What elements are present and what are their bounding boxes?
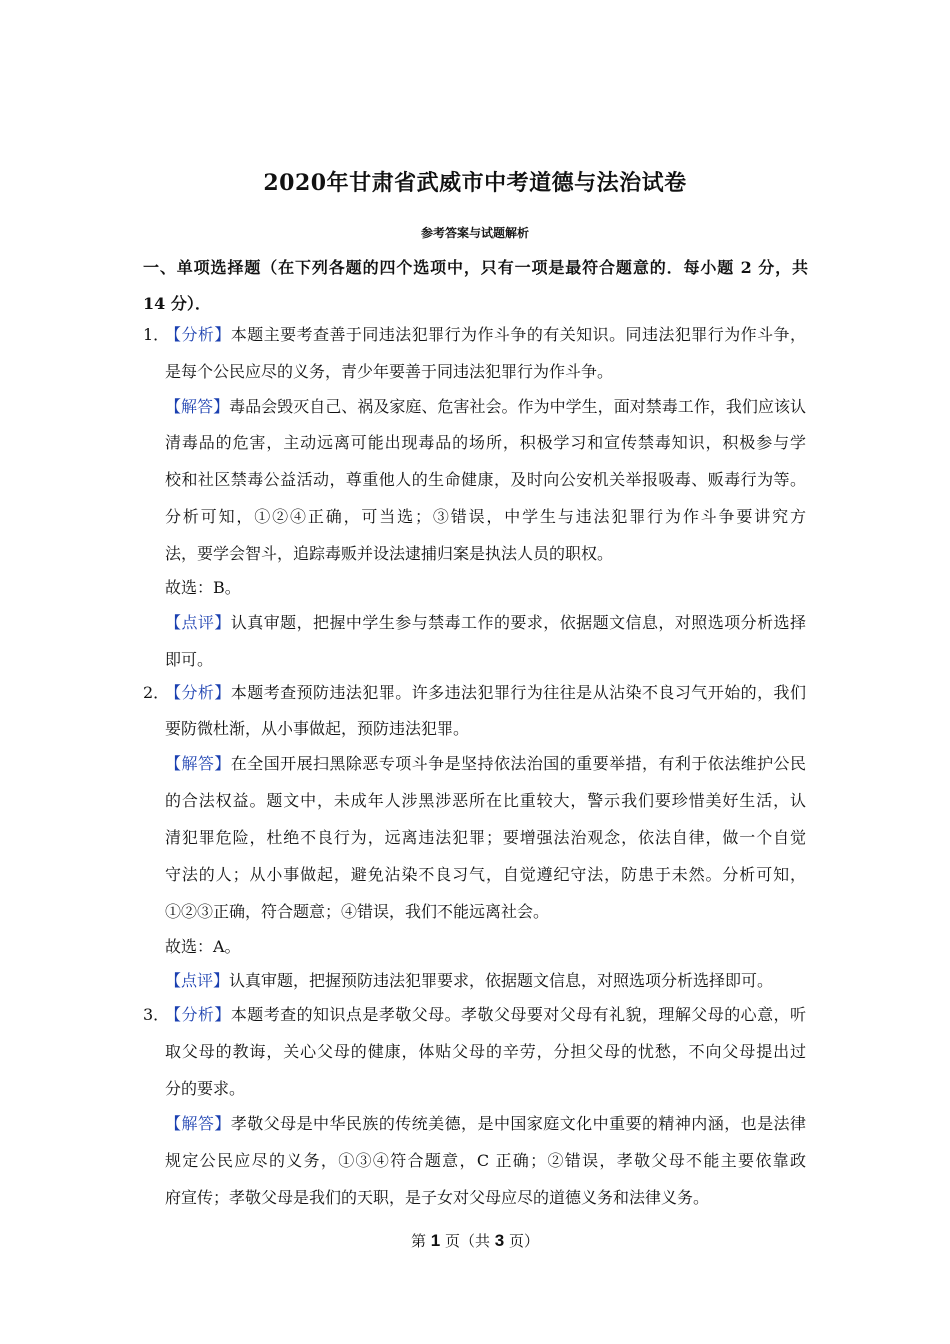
answer-text: 毒品会毁灭自己、祸及家庭、危害社会。作为中学生，面对禁毒工作，我们应该认: [229, 397, 806, 416]
comment-text: 认真审题，把握中学生参与禁毒工作的要求，依据题文信息，对照选项分析选择: [230, 613, 806, 632]
footer-middle: 页（共: [440, 1232, 495, 1250]
current-page-number: 1: [430, 1231, 441, 1250]
comment-line: 即可。: [165, 650, 214, 669]
comment-line: [165, 613, 806, 633]
question-number: 2．: [143, 683, 170, 702]
page-title: 2020年甘肃省武威市中考道德与法治试卷: [263, 170, 687, 196]
answer-line: 清毒品的危害，主动远离可能出现毒品的场所，积极学习和宣传禁毒知识，积极参与学: [165, 433, 806, 452]
answer-tag: 【解答】: [165, 1114, 231, 1133]
answer-tag: 【解答】: [165, 397, 230, 416]
analysis-line: 是每个公民应尽的义务，青少年要善于同违法犯罪行为作斗争。: [165, 362, 614, 381]
answer-line: 分析可知，①②④正确，可当选；③错误，中学生与违法犯罪行为作斗争要讲究方: [165, 507, 806, 526]
comment-text: 认真审题，把握预防违法犯罪要求，依据题文信息，对照选项分析选择即可。: [229, 971, 774, 990]
comment-tag: 【点评】: [165, 971, 230, 990]
page-subtitle: 参考答案与试题解析: [420, 226, 529, 240]
page-footer: [0, 1230, 950, 1251]
footer-suffix: 页）: [504, 1232, 540, 1250]
choice-line: 故选：B。: [165, 578, 241, 597]
answer-line: 的合法权益。题文中，未成年人涉黑涉恶所在比重较大，警示我们要珍惜美好生活，认: [165, 791, 806, 810]
analysis-line: [165, 1005, 806, 1025]
analysis-tag: 【分析】: [165, 325, 231, 344]
analysis-line: 要防微杜渐，从小事做起，预防违法犯罪。: [165, 719, 470, 738]
answer-line: 法，要学会智斗，追踪毒贩并设法逮捕归案是执法人员的职权。: [165, 544, 614, 563]
comment-tag: 【点评】: [165, 613, 231, 632]
analysis-line: [165, 325, 806, 345]
section-heading-line: 14 分）．: [143, 294, 211, 313]
answer-line: [165, 1114, 806, 1134]
answer-line: 清犯罪危险，杜绝不良行为，远离违法犯罪；要增强法治观念，依法自律，做一个自觉: [165, 828, 806, 847]
footer-prefix: 第: [410, 1232, 431, 1250]
choice-line: 故选：A。: [165, 937, 241, 956]
section-heading-line: 一、单项选择题（在下列各题的四个选项中，只有一项是最符合题意的．每小题 2 分，共: [143, 258, 808, 277]
analysis-text: 本题考查预防违法犯罪。许多违法犯罪行为往往是从沾染不良习气开始的，我们: [230, 683, 806, 702]
answer-line: 守法的人；从小事做起，避免沾染不良习气，自觉遵纪守法，防患于未然。分析可知，: [165, 865, 806, 884]
analysis-tag: 【分析】: [165, 1005, 231, 1024]
analysis-line: 分的要求。: [165, 1079, 246, 1098]
answer-line: [165, 754, 806, 774]
answer-line: 规定公民应尽的义务，①③④符合题意，C 正确；②错误，孝敬父母不能主要依靠政: [165, 1151, 806, 1170]
analysis-line: [165, 683, 806, 703]
answer-tag: 【解答】: [165, 754, 231, 773]
analysis-text: 本题考查的知识点是孝敬父母。孝敬父母要对父母有礼貌，理解父母的心意，听: [230, 1005, 806, 1024]
answer-text: 在全国开展扫黑除恶专项斗争是坚持依法治国的重要举措，有利于依法维护公民: [230, 754, 806, 773]
answer-line: 校和社区禁毒公益活动，尊重他人的生命健康，及时向公安机关举报吸毒、贩毒行为等。: [165, 470, 806, 489]
question-number: 3．: [143, 1005, 170, 1024]
answer-line: [165, 397, 806, 417]
analysis-line: 取父母的教诲，关心父母的健康，体贴父母的辛劳，分担父母的忧愁，不向父母提出过: [165, 1042, 806, 1061]
analysis-tag: 【分析】: [165, 683, 231, 702]
total-page-count: 3: [494, 1231, 505, 1250]
comment-line: [165, 971, 773, 991]
answer-text: 孝敬父母是中华民族的传统美德，是中国家庭文化中重要的精神内涵，也是法律: [230, 1114, 806, 1133]
answer-line: 府宣传；孝敬父母是我们的天职，是子女对父母应尽的道德义务和法律义务。: [165, 1188, 710, 1207]
analysis-text: 本题主要考查善于同违法犯罪行为作斗争的有关知识。同违法犯罪行为作斗争，: [230, 325, 806, 344]
answer-line: ①②③正确，符合题意；④错误，我们不能远离社会。: [165, 902, 550, 921]
section-heading: [143, 250, 808, 322]
question-number: 1．: [143, 325, 170, 344]
